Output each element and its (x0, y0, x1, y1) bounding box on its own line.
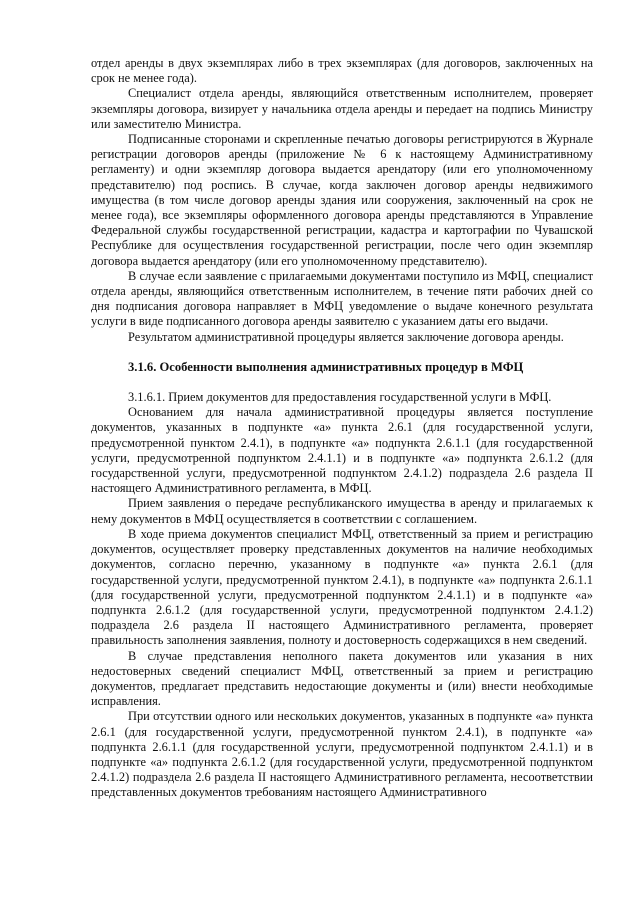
paragraph-procedure-result: Результатом административной процедуры является заключение договора аренды. (128, 329, 564, 344)
paragraph-contract-registration: Подписанные сторонами и скрепленные печатью договоры регистрируются в Журнале регистрации договоров аренды (приложение № 6 к настоящему Административному регламенту) и одни экземпляр договора выдается арендатору (или его уполномоченному представителю) под роспись. В случае, когда заключен договор аренды недвижимого имущества (в том числе договор аренды здания или сооружения, заключенный на срок не менее года), все экземпляры оформленного договора аренды представляются в Управление Федеральной службы государственной регистрации, кадастра и картографии по Чувашской Республике для осуществления государственной регистрации, после чего один экземпляр договора выдается арендатору (или его уполномоченному представителю). (91, 132, 593, 268)
paragraph-missing-documents: При отсутствии одного или нескольких документов, указанных в подпункте «а» пункта 2.6.1 (для государственной услуги, предусмотренной пунктом 2.4.1), в подпункте «а» подпункта 2.6.1.1 (для государственной услуги, предусмотренной подпунктом 2.4.1.1) и в подпункте «а» подпункта 2.6.1.2 (для государственной услуги, предусмотренной подпунктом 2.4.1.2) подраздела 2.6 раздела II настоящего Административного регламента, несоответствии представленных документов требованиям настоящего Административного (91, 709, 593, 800)
paragraph-continuation: отдел аренды в двух экземплярах либо в трех экземплярах (для договоров, заключенных на срок не менее года). (91, 56, 593, 86)
paragraph-contract-check: Специалист отдела аренды, являющийся ответственным исполнителем, проверяет экземпляры договора, визирует у начальника отдела аренды и передает на подпись Министру или заместителю Министра. (91, 86, 593, 131)
paragraph-incomplete-package: В случае представления неполного пакета документов или указания в них недостоверных сведений специалист МФЦ, ответственный за прием и регистрацию документов, предлагает представить недостающие документы и (или) внести необходимые исправления. (91, 648, 593, 709)
paragraph-application-intake: Прием заявления о передаче республиканского имущества в аренду и прилагаемых к нему документов в МФЦ осуществляется в соответствии с соглашением. (91, 496, 593, 526)
paragraph-subsection-title: 3.1.6.1. Прием документов для предоставления государственной услуги в МФЦ. (128, 390, 552, 405)
paragraph-document-check: В ходе приема документов специалист МФЦ, ответственный за прием и регистрацию документов, осуществляет проверку представленных документов на наличие необходимых документов, согласно перечню, указанному в подпункте «а» пункта 2.6.1 (для государственной услуги, предусмотренной пунктом 2.4.1), в подпункте «а» подпункта 2.6.1.1 (для государственной услуги, предусмотренной подпунктом 2.4.1.1) и в подпункте «а» подпункта 2.6.1.2 (для государственной услуги, предусмотренной подпунктом 2.4.1.2) подраздела 2.6 раздела II настоящего Административного регламента, проверяет правильность заполнения заявления, полноту и достоверность содержащихся в нем сведений. (91, 526, 593, 648)
paragraph-mfc-notification: В случае если заявление с прилагаемыми документами поступило из МФЦ, специалист отдела аренды, являющийся ответственным исполнителем, в течение пяти рабочих дней со дня подписания договора направляет в МФЦ уведомление о выдаче конечного результата услуги в виде подписанного договора аренды заявителю с указанием даты его выдачи. (91, 268, 593, 329)
section-heading: 3.1.6. Особенности выполнения административных процедур в МФЦ (128, 359, 524, 374)
paragraph-procedure-basis: Основанием для начала административной процедуры является поступление документов, указанных в подпункте «а» пункта 2.6.1 (для государственной услуги, предусмотренной пунктом 2.4.1), в подпункте «а» подпункта 2.6.1.1 (для государственной услуги, предусмотренной подпунктом 2.4.1.1) и в подпункте «а» подпункта 2.6.1.2 (для государственной услуги, предусмотренной подпунктом 2.4.1.2) подраздела 2.6 раздела II настоящего Административного регламента, в МФЦ. (91, 405, 593, 496)
